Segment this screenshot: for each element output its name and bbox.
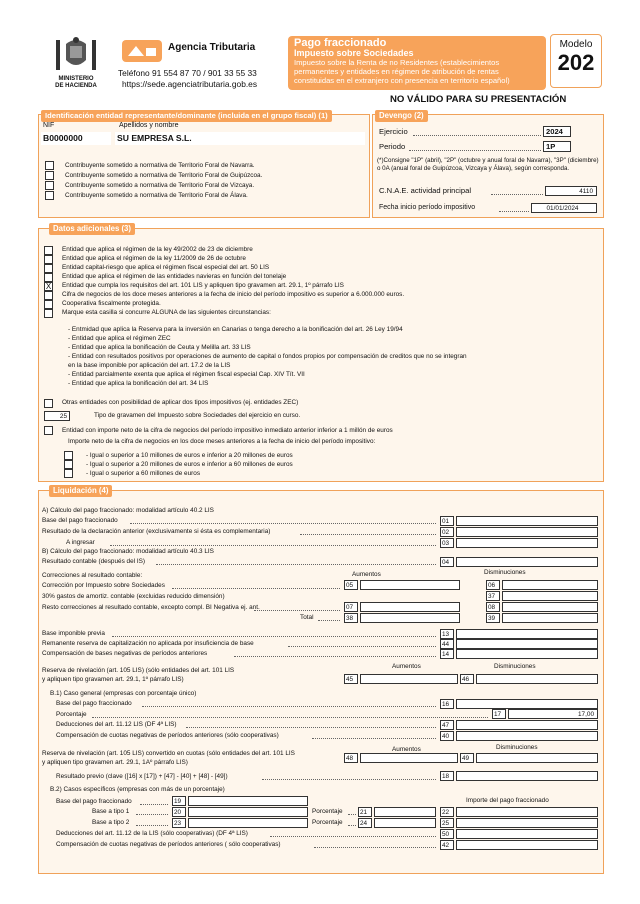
box-18: 18 [440, 771, 454, 781]
periodo-field[interactable]: 1P [543, 141, 571, 152]
aumentos-header: Aumentos [392, 663, 421, 670]
importe-tipo2-field[interactable] [456, 818, 598, 828]
box-46: 46 [460, 674, 474, 684]
modelo-label: Modelo [559, 39, 593, 50]
periodo-label: Periodo [379, 142, 406, 151]
fecha-field[interactable]: 01/01/2024 [531, 203, 597, 213]
liq-label: Base a tipo 1 [92, 808, 130, 815]
base-tipo1-field[interactable] [188, 807, 308, 817]
box-04: 04 [440, 557, 454, 567]
tipo-gravamen-label: Tipo de gravamen del Impuesto sobre Sociedades del ejercicio en curso. [94, 412, 301, 419]
adicional-label: Entidad capital-riesgo que aplica el régimen fiscal especial del art. 50 LIS [62, 264, 270, 271]
box-07: 07 [344, 602, 358, 612]
section-title: Devengo (2) [375, 110, 428, 122]
box-44: 44 [440, 639, 454, 649]
box-01: 01 [440, 516, 454, 526]
box-25: 25 [440, 818, 454, 828]
liq-label: Base imponible previa [42, 630, 105, 637]
liq-label: Reserva de nivelación (art. 105 LIS) (sólo entidades del art. 101 LIS [42, 667, 235, 674]
dotted-leader [288, 641, 436, 647]
liq-label: y apliquen tipo gravamen art. 29.1, 1Aº párrafo LIS) [42, 759, 188, 766]
liq-label: Resultado de la declaración anterior (exclusivamente si ésta es complementaria) [42, 528, 271, 535]
section-devengo [372, 111, 604, 218]
circunstancia-label: en la base imponible por aplicación del art. 17.2 de la LIS [68, 362, 231, 369]
liq-label: y apliquen tipo gravamen art. 29.1, 1º párrafo LIS) [42, 676, 184, 683]
cb-adicional-7[interactable] [44, 300, 53, 309]
resto-aumentos[interactable] [360, 602, 460, 612]
cb-adicional-4[interactable] [44, 273, 53, 282]
dotted-leader [92, 712, 488, 718]
dotted-leader [172, 583, 340, 589]
nif-field[interactable]: B0000000 [41, 132, 111, 145]
tipo-gravamen-field[interactable]: 25 [44, 411, 70, 421]
cb-adicional-1[interactable] [44, 246, 53, 255]
corr-is-aumentos[interactable] [360, 580, 460, 590]
dotted-leader [234, 651, 436, 657]
box-14: 14 [440, 649, 454, 659]
box-48: 48 [344, 753, 358, 763]
liq-label: Resultado contable (después del IS) [42, 558, 146, 565]
foral-label: Contribuyente sometido a normativa de Territorio Foral de Navarra. [65, 162, 255, 169]
not-valid-notice: NO VÁLIDO PARA SU PRESENTACIÓN [390, 94, 567, 105]
circunstancia-label: - Entidad con resultados positivos por operaciones de aumento de capital o fondos propios por compensación de creditos que no se integran [68, 353, 467, 360]
nif-label: NIF [43, 122, 55, 129]
cb-tramo-3[interactable] [64, 469, 73, 478]
box-42: 42 [440, 840, 454, 850]
modelo-box [550, 34, 602, 88]
cnae-label: C.N.A.E. actividad principal [379, 186, 472, 195]
name-field[interactable]: SU EMPRESA S.L. [115, 132, 365, 145]
total-disminuciones[interactable] [502, 613, 598, 623]
liq-label: Correcciones al resultado contable: [42, 572, 143, 579]
dotted-leader [314, 842, 436, 848]
box-05: 05 [344, 580, 358, 590]
liq-label: Total [300, 614, 314, 621]
box-19: 19 [172, 796, 186, 806]
b1-title: B.1) Caso general (empresas con porcentaje único) [50, 690, 197, 697]
box-21: 21 [358, 807, 372, 817]
b2-title: B.2) Casos específicos (empresas con más de un porcentaje) [50, 786, 225, 793]
liq-label: Resultado previo (clave ([16] x [17]) + [47] - [40] + [48] - [49]) [56, 773, 228, 780]
dotted-leader [136, 809, 168, 815]
b1-base-field[interactable] [456, 699, 598, 709]
liq-label: 30% gastos de amortiz. contable (excluidas reducido dimensión) [42, 593, 225, 600]
cb-otras-entidades[interactable] [44, 399, 53, 408]
fecha-label: Fecha inicio período impositivo [379, 204, 476, 211]
comp-cuotas-field[interactable] [456, 731, 598, 741]
dotted-leader [142, 701, 436, 707]
ded2-field[interactable] [456, 829, 598, 839]
cb-adicional-6[interactable] [44, 291, 53, 300]
coat-of-arms-icon [52, 34, 100, 74]
dotted-leader [130, 518, 436, 524]
box-45: 45 [344, 674, 358, 684]
adicional-label: Cooperativa fiscalmente protegida. [62, 300, 161, 307]
amort-disminuciones[interactable] [502, 591, 598, 601]
circunstancia-label: - Entidad parcialmente exenta que aplica el régimen fiscal especial Cap. XIV Tít. VII [68, 371, 305, 378]
liq-label: Porcentaje [56, 711, 87, 718]
dotted-leader [312, 733, 436, 739]
agency-phone: Teléfono 91 554 87 70 / 901 33 55 33 [118, 68, 257, 78]
reserva2-aumentos[interactable] [360, 753, 458, 763]
dotted-leader [270, 831, 436, 837]
bi-previa-field[interactable] [456, 629, 598, 639]
ministry-logo [52, 34, 100, 89]
circunstancia-label: - Entidad que aplica la bonificación del art. 34 LIS [68, 380, 209, 387]
cb-adicional-2[interactable] [44, 255, 53, 264]
aeat-logo [122, 40, 162, 64]
section-title: Identificación entidad representante/dominante (incluida en el grupo fiscal) (1) [41, 110, 332, 122]
importe-pago-header: Importe del pago fraccionado [466, 797, 549, 804]
b-title: B) Cálculo del pago fraccionado: modalidad artículo 40.3 LIS [42, 548, 214, 555]
tramo-label: - Igual o superior a 20 millones de euros e inferior a 60 millones de euros [86, 461, 293, 468]
liq-label: Deducciones del art. 11.12 de la LIS (sólo cooperativas) (DF 4ª LIS) [56, 830, 248, 837]
box-02: 02 [440, 527, 454, 537]
cb-guipuzcoa[interactable] [45, 171, 54, 180]
dotted-leader [140, 799, 168, 805]
importe-neto-label: Entidad con importe neto de la cifra de negocios del período impositivo inmediato anterior inferior a 1 millón de euros [62, 427, 393, 434]
dotted-leader [136, 820, 168, 826]
liq-label: Porcentaje [312, 808, 343, 815]
aeat-logo-icon [122, 40, 162, 62]
dotted-leader [348, 820, 356, 826]
dotted-leader [156, 559, 436, 565]
box-23: 23 [172, 818, 186, 828]
foral-label: Contribuyente sometido a normativa de Territorio Foral de Vizcaya. [65, 182, 255, 189]
name-label: Apellidos y nombre [119, 122, 179, 129]
dotted-leader [262, 774, 436, 780]
box-13: 13 [440, 629, 454, 639]
adicional-label: Entidad que aplica el régimen de la ley 49/2002 de 23 de diciembre [62, 246, 253, 253]
cb-tramo-1[interactable] [64, 451, 73, 460]
aumentos-header: Aumentos [352, 571, 381, 578]
box-06: 06 [486, 580, 500, 590]
box-37: 37 [486, 591, 500, 601]
circunstancia-label: - Entidad que aplica la bonificación de Ceuta y Melilla art. 33 LIS [68, 344, 251, 351]
box-40: 40 [440, 731, 454, 741]
adicional-label: Entidad que aplica el régimen de la ley 11/2009 de 26 de octubre [62, 255, 246, 262]
porcentaje-field[interactable]: 17,00 [508, 709, 598, 719]
aumentos-header: Aumentos [392, 746, 421, 753]
cb-adicional-3[interactable] [44, 264, 53, 273]
comp2-field[interactable] [456, 840, 598, 850]
modelo-number: 202 [557, 50, 595, 75]
box-17: 17 [492, 709, 506, 719]
adicional-label: Entidad que cumpla los requisitos del art. 101 LIS y apliquen tipo gravamen art. 29.1, 1º párrafo LIS [62, 282, 344, 289]
resultado-contable-field[interactable] [456, 557, 598, 567]
dotted-leader [110, 540, 436, 546]
liq-label: Base del pago fraccionado [56, 700, 132, 707]
disminuciones-header: Disminuciones [496, 744, 538, 751]
adicional-label: Entidad que aplica el régimen de las entidades navieras en función del tonelaje [62, 273, 287, 280]
form-subtitle: Impuesto sobre Sociedades [294, 48, 414, 58]
liq-label: Base del pago fraccionado [42, 517, 118, 524]
base-tipo2-field[interactable] [188, 818, 308, 828]
dotted-leader [186, 722, 436, 728]
cb-adicional-8[interactable] [44, 309, 53, 318]
cb-tramo-2[interactable] [64, 460, 73, 469]
cb-adicional-5[interactable]: X [45, 282, 52, 291]
foral-label: Contribuyente sometido a normativa de Territorio Foral de Guipúzcoa. [65, 172, 263, 179]
box-08: 08 [486, 602, 500, 612]
ejercicio-label: Ejercicio [379, 127, 408, 136]
tramo-label: - Igual o superior a 10 millones de euros e inferior a 20 millones de euros [86, 452, 293, 459]
remanente-field[interactable] [456, 639, 598, 649]
dotted-leader [318, 615, 340, 621]
tramo-label: - Igual o superior a 60 millones de euros [86, 470, 201, 477]
form-title: Pago fraccionado [294, 37, 387, 49]
box-50: 50 [440, 829, 454, 839]
porcentaje2-field[interactable] [374, 818, 436, 828]
cb-navarra[interactable] [45, 161, 54, 170]
circunstancia-label: - Entmidad que aplica la Reserva para la inversión en Canarias o tenga derecho a la bonificación del art. 26 Ley 19/94 [68, 326, 403, 333]
resto-disminuciones[interactable] [502, 602, 598, 612]
box-03: 03 [440, 538, 454, 548]
deducciones-field[interactable] [456, 720, 598, 730]
liq-label: Base del pago fraccionado [56, 798, 132, 805]
agency-url: https://sede.agenciatributaria.gob.es [122, 79, 258, 89]
box-38: 38 [344, 613, 358, 623]
dotted-leader [300, 529, 436, 535]
a-ingresar-field[interactable] [456, 538, 598, 548]
liq-label: Resto correcciones al resultado contable, excepto compl. BI Negativa ej. ant. [42, 604, 260, 611]
liq-label: Corrección por Impuesto sobre Sociedades [42, 582, 165, 589]
box-39: 39 [486, 613, 500, 623]
agency-name: Agencia Tributaria [168, 42, 256, 53]
circunstancia-label: - Entidad que aplica el régimen ZEC [68, 335, 171, 342]
box-49: 49 [460, 753, 474, 763]
dotted-leader [112, 631, 436, 637]
reserva2-disminuciones[interactable] [476, 753, 598, 763]
a-title: A) Cálculo del pago fraccionado: modalidad artículo 40.2 LIS [42, 507, 214, 514]
box-24: 24 [358, 818, 372, 828]
liq-label: Base a tipo 2 [92, 819, 130, 826]
corr-is-disminuciones[interactable] [502, 580, 598, 590]
box-22: 22 [440, 807, 454, 817]
liq-label: Porcentaje [312, 819, 343, 826]
box-47: 47 [440, 720, 454, 730]
section-title: Liquidación (4) [49, 485, 112, 497]
adicional-label: Marque esta casilla si concurre ALGUNA de las siguientes circunstancias: [62, 309, 271, 316]
otras-label: Otras entidades con posibilidad de aplicar dos tipos impositivos (ej. entidades ZEC) [62, 399, 299, 406]
box-16: 16 [440, 699, 454, 709]
importe-sub-label: Importe neto de la cifra de negocios en los doce meses anteriores a la fecha de inicio del período impositivo: [68, 438, 376, 445]
liq-label: Compensación de cuotas negativas de períodos anteriores (sólo cooperativas) [56, 732, 279, 739]
adicional-label: Cifra de negocios de los doce meses anteriores a la fecha de inicio del período impositivo es superior a 6.000.000 euros. [62, 291, 405, 298]
b2-base-field[interactable] [188, 796, 308, 806]
form-description: Impuesto sobre la Renta de no Residentes (establecimientos permanentes y entidades en régimen de atribución de rentas constituidas en el extranjero con presencia en territorio español) [294, 58, 510, 85]
cb-alava[interactable] [45, 191, 54, 200]
ejercicio-field[interactable]: 2024 [543, 126, 571, 137]
resultado-previo-field[interactable] [456, 771, 598, 781]
importe-tipo1-field[interactable] [456, 807, 598, 817]
liq-label: Reserva de nivelación (art. 105 LIS) convertido en cuotas (sólo entidades del art. 101 LIS [42, 750, 295, 757]
total-aumentos[interactable] [360, 613, 460, 623]
resultado-anterior-field[interactable] [456, 527, 598, 537]
reserva-disminuciones[interactable] [476, 674, 598, 684]
reserva-aumentos[interactable] [360, 674, 458, 684]
section-identificacion [38, 111, 370, 218]
liq-label: Remanente reserva de capitalización no aplicada por insuficiencia de base [42, 640, 254, 647]
liq-label: Compensación de bases negativas de períodos anteriores [42, 650, 208, 657]
foral-label: Contribuyente sometido a normativa de Territorio Foral de Álava. [65, 192, 248, 199]
disminuciones-header: Disminuciones [494, 663, 536, 670]
cb-vizcaya[interactable] [45, 181, 54, 190]
porcentaje1-field[interactable] [374, 807, 436, 817]
disminuciones-header: Disminuciones [484, 569, 526, 576]
box-20: 20 [172, 807, 186, 817]
cnae-field[interactable]: 4110 [545, 186, 597, 196]
cb-importe-neto[interactable] [44, 426, 53, 435]
section-title: Datos adicionales (3) [49, 223, 135, 235]
ministry-name: MINISTERIO DE HACIENDA [55, 76, 97, 89]
liq-label: A ingresar [66, 539, 95, 546]
liq-label: Deducciones del art. 11.12 LIS (DF 4ª LIS) [56, 721, 177, 728]
dotted-leader [348, 809, 356, 815]
liq-label: Compensación de cuotas negativas de períodos anteriores ( sólo cooperativas) [56, 841, 281, 848]
compensacion-field[interactable] [456, 649, 598, 659]
dotted-leader [254, 605, 340, 611]
form-title-box [288, 36, 546, 90]
base-pago-field[interactable] [456, 516, 598, 526]
periodo-note: (*)Consigne "1P" (abril), "2P" (octubre y anual foral de Navarra), "3P" (diciembre) o 0A (anual foral de Guipúzcoa, Vizcaya y Álava), según corresponda. [377, 157, 599, 172]
